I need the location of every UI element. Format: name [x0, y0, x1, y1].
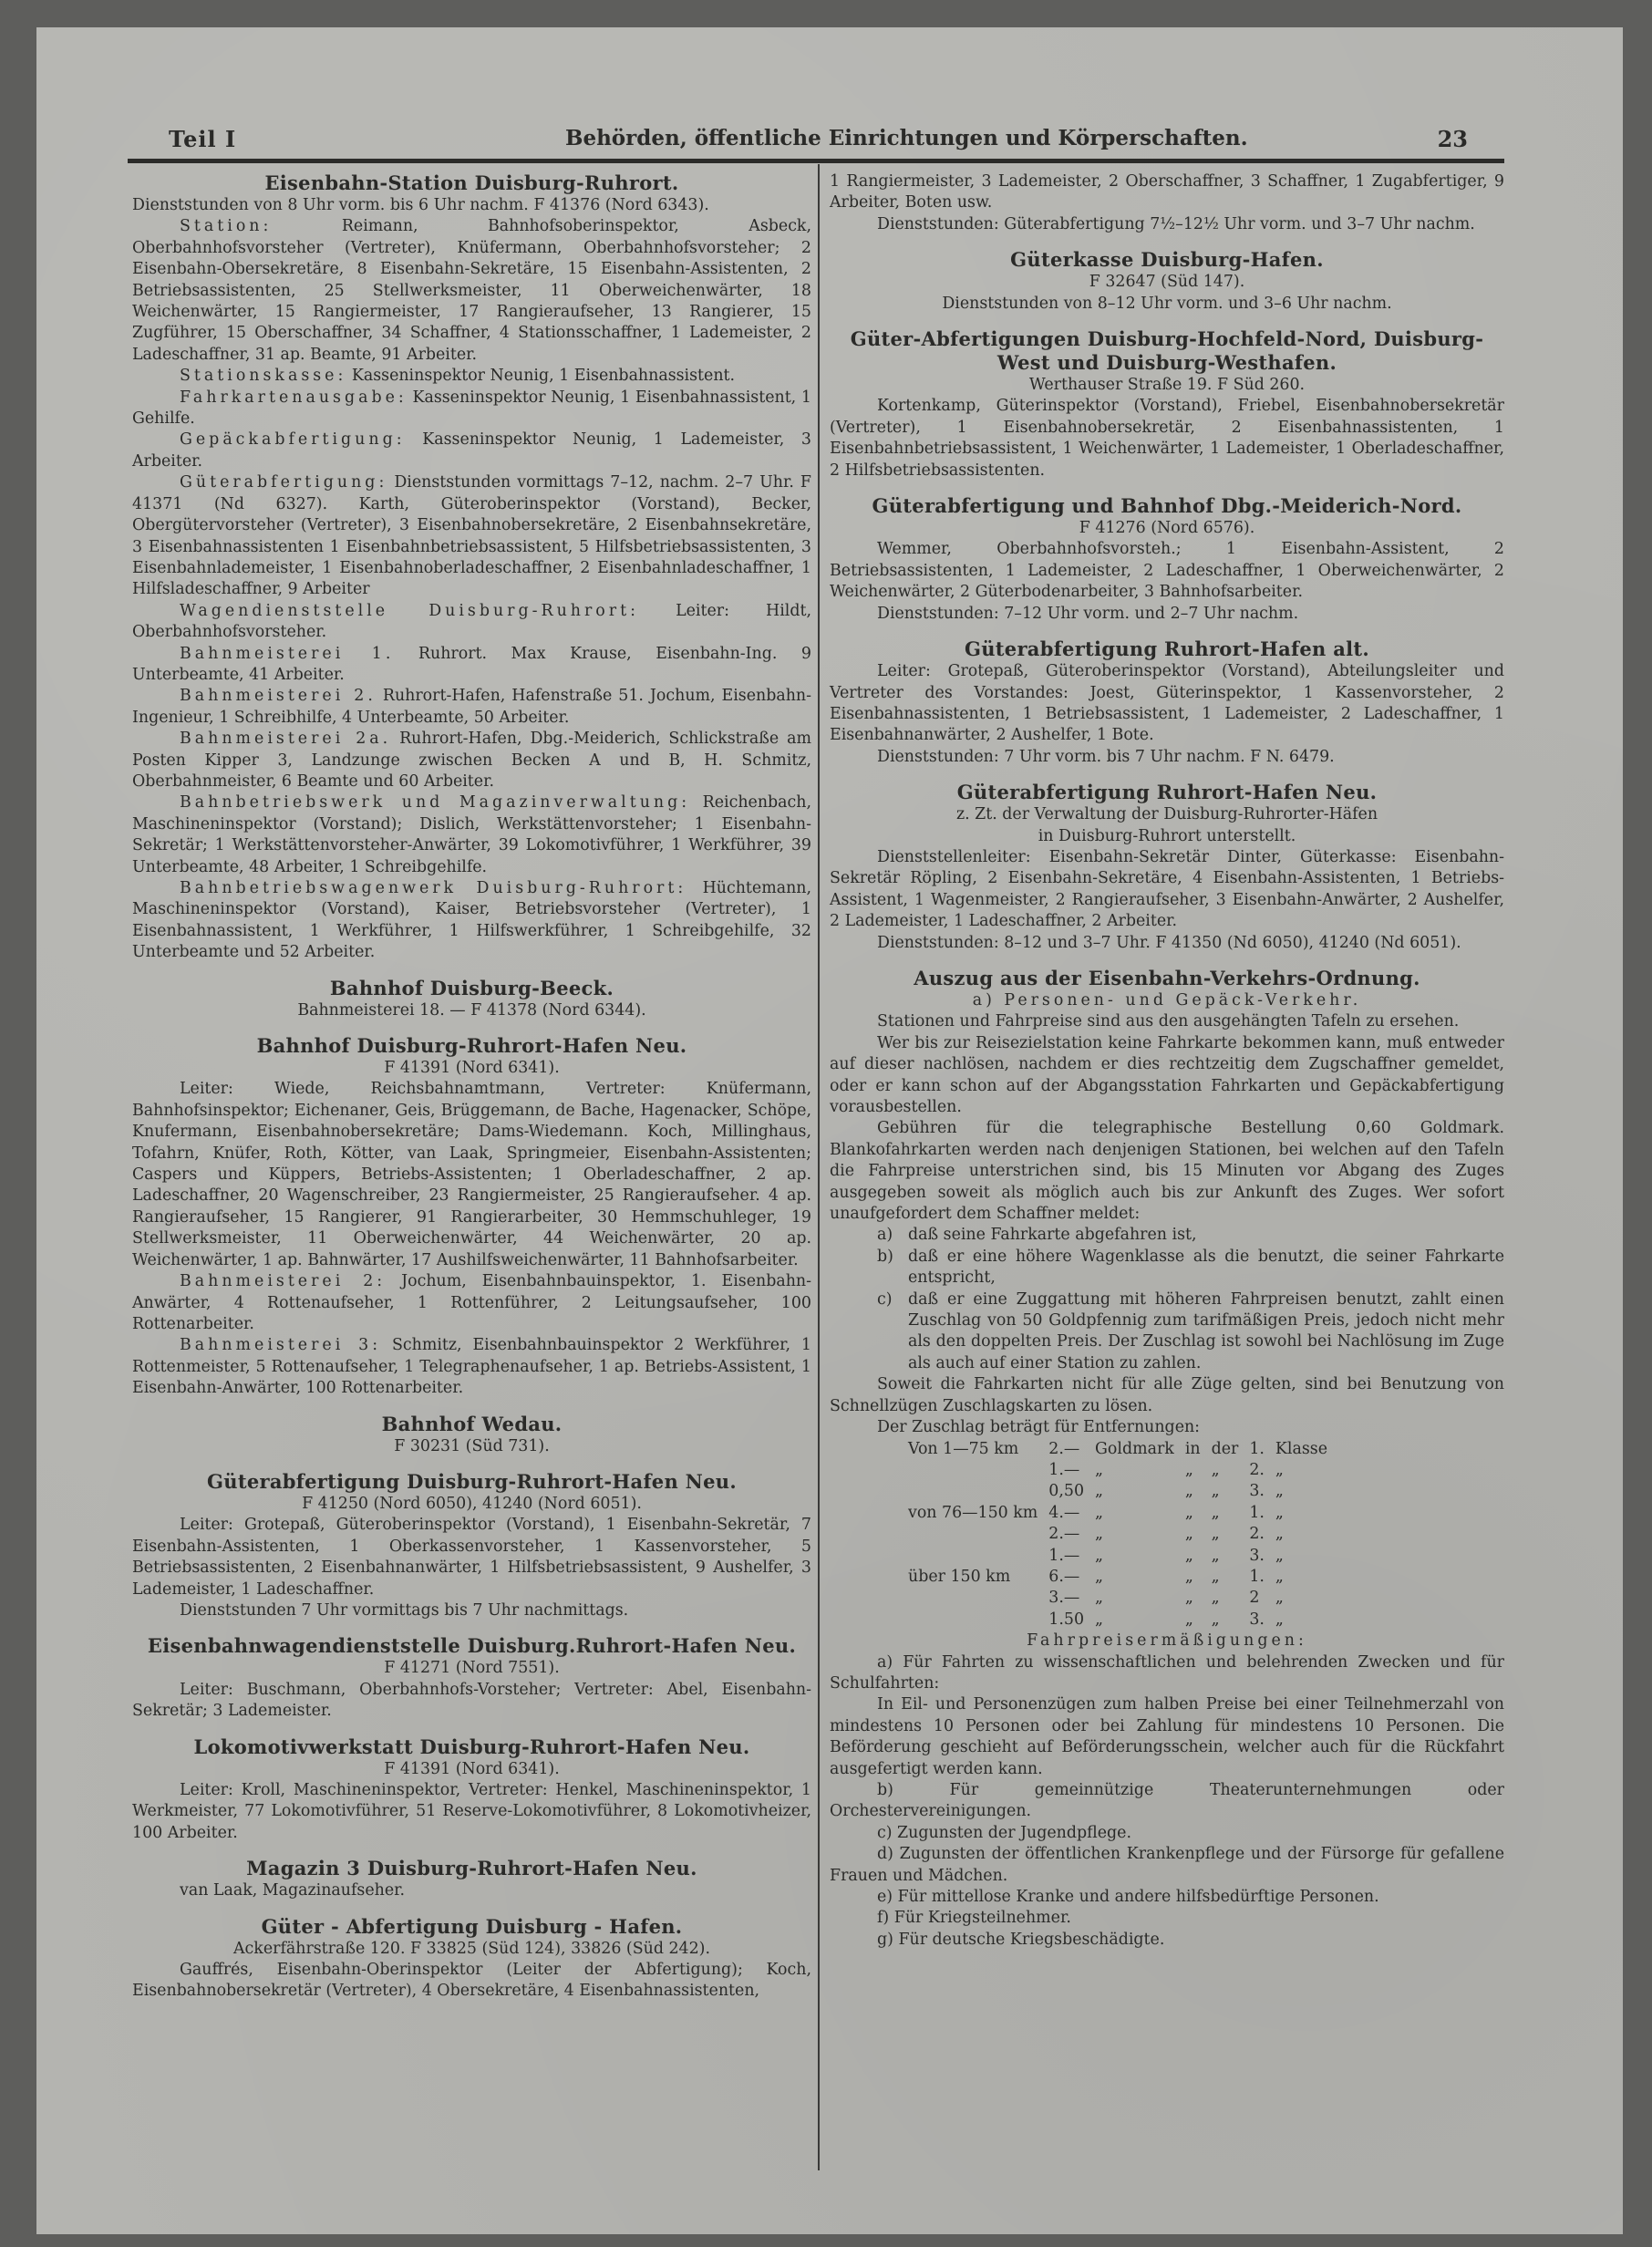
section-heading: Güter - Abfertigung Duisburg - Hafen.: [261, 1914, 683, 1938]
centered-line: F 41250 (Nord 6050), 41240 (Nord 6051).: [302, 1494, 642, 1513]
paragraph-text: Hüchtemann, Maschineninspektor (Vorstand), Kaiser, Betriebsvorsteher (Vertreter), 1 Eisenbahnassistent, 1 Werkführer, 1 Hilfswerkführer, 1 Schreibgehilfe, 32 Unterbeamte und 52 Arbeiter.: [132, 879, 811, 962]
paragraph: [830, 847, 1504, 933]
paragraph-text: Ruhrort-Hafen, Dbg.-Meiderich, Schlickstraße am Posten Kipper 3, Landzunge zwischen Becken A und B, H. Schmitz, Oberbahnmeister, 6 Beamte und 60 Arbeiter.: [132, 730, 811, 791]
surcharge-cell: Von 1—75 km: [908, 1439, 1019, 1458]
section-heading: Magazin 3 Duisburg-Ruhrort-Hafen Neu.: [246, 1857, 697, 1880]
paragraph-text: e) Für mittellose Kranke und andere hilfsbedürftige Personen.: [877, 1888, 1379, 1907]
paragraph-text: Dienststunden: Güterabfertigung 7½–12½ Uhr vorm. und 3–7 Uhr nachm.: [877, 214, 1475, 233]
surcharge-cell: [903, 1524, 1043, 1545]
surcharge-cell: „: [1211, 1610, 1220, 1629]
paragraph-text: van Laak, Magazinaufseher.: [180, 1881, 406, 1900]
surcharge-cell: „: [1184, 1546, 1193, 1565]
list-text: daß seine Fahrkarte abgefahren ist,: [908, 1226, 1197, 1245]
centered-line: Bahnmeisterei 18. — F 41378 (Nord 6344).: [297, 1000, 646, 1020]
surcharge-cell: 3.: [1249, 1610, 1265, 1629]
surcharge-cell: „: [1211, 1525, 1220, 1544]
paragraph-lead: Fahrkartenausgabe:: [180, 388, 408, 407]
surcharge-cell: 1.50: [1048, 1610, 1085, 1629]
surcharge-cell: „: [1211, 1567, 1220, 1586]
surcharge-cell: „: [1275, 1567, 1284, 1586]
paragraph: [132, 1960, 811, 2003]
surcharge-row: [903, 1524, 1333, 1545]
header-title: Behörden, öffentliche Einrichtungen und Körperschaften.: [565, 126, 1248, 150]
surcharge-cell: Goldmark: [1095, 1439, 1174, 1458]
section-heading: Güterabfertigung und Bahnhof Dbg.-Meiderich-Nord.: [872, 494, 1462, 518]
paragraph-text: Reimann, Bahnhofsoberinspektor, Asbeck, Oberbahnhofsvorsteher (Vertreter), Knüfermann, Oberbahnhofsvorsteher; 2 Eisenbahn-Obersekretäre, 8 Eisenbahn-Sekretäre, 15 Eisenbahn-Assistenten, 2 Betriebsassistenten, 25 Stellwerksmeister, 11 Oberweichenwärter, 18 Weichenwärter, 15 Rangiermeister, 17 Rangieraufseher, 13 Rangierer, 15 Zugführer, 15 Oberschaffner, 34 Schaffner, 4 Stationsschaffner, 1 Lademeister, 2 Ladeschaffner, 31 ap. Beamte, 91 Arbeiter.: [132, 217, 811, 364]
surcharge-row: [903, 1439, 1333, 1460]
section-heading: Bahnhof Duisburg-Beeck.: [329, 976, 614, 999]
paragraph-text: b) Für gemeinnützige Theaterunternehmungen oder Orchestervereinigungen.: [830, 1781, 1504, 1821]
surcharge-row: [903, 1460, 1333, 1481]
section-heading: Lokomotivwerkstatt Duisburg-Ruhrort-Hafen Neu.: [193, 1734, 750, 1758]
surcharge-cell: „: [1095, 1503, 1104, 1522]
paragraph-text: Dienststunden: 7–12 Uhr vorm. und 2–7 Uhr nachm.: [877, 604, 1299, 623]
paragraph: [132, 644, 811, 687]
paragraph: [132, 430, 811, 472]
surcharge-cell: 2.—: [1048, 1439, 1080, 1458]
paragraph-lead: Wagendienststelle Duisburg-Ruhrort:: [180, 601, 639, 620]
paragraph: [132, 792, 811, 878]
paragraph: [830, 1908, 1504, 1929]
paragraph-lead: Bahnbetriebswerk und Magazinverwaltung:: [180, 793, 691, 813]
paragraph: [830, 171, 1504, 214]
paragraph: [830, 747, 1504, 768]
list-marker: b): [877, 1247, 893, 1266]
paragraph-text: a) Für Fahrten zu wissenschaftlichen und belehrenden Zwecken und für Schulfahrten:: [830, 1652, 1504, 1693]
paragraph-text: 1 Rangiermeister, 3 Lademeister, 2 Oberschaffner, 3 Schaffner, 1 Zugabfertiger, 9 Arbeiter, Boten usw.: [830, 172, 1504, 212]
paragraph-text: c) Zugunsten der Jugendpflege.: [877, 1823, 1131, 1842]
right-column: [830, 171, 1504, 1951]
paragraph-lead: Güterabfertigung:: [180, 473, 388, 492]
surcharge-cell: 2: [1249, 1589, 1260, 1608]
centered-line: F 30231 (Süd 731).: [394, 1436, 550, 1455]
list-item: [877, 1225, 1504, 1246]
paragraph-text: Der Zuschlag beträgt für Entfernungen:: [877, 1418, 1201, 1437]
paragraph-text: Leiter: Wiede, Reichsbahnamtmann, Vertreter: Knüfermann, Bahnhofsinspektor; Eichenaner, Geis, Brüggemann, de Bache, Hagenacker, Schöpe, Knufermann, Eisenbahnobersekretäre; Dams-Wiedemann. Koch, Millinghaus, Tofahrn, Knüfer, Roth, Kötter, van Laak, Springmeier, Eisenbahn-Assistenten; Caspers und Küppers, Betriebs-Assistenten; 1 Oberladeschaffner, 2 ap. Ladeschaffner, 20 Wagenschreiber, 23 Rangiermeister, 25 Rangieraufseher. 4 ap. Rangieraufseher, 15 Rangierer, 91 Rangierarbeiter, 30 Hemmschuhleger, 19 Stellwerksmeister, 11 Oberweichenwärter, 44 Weichenwärter, 20 ap. Weichenwärter, 1 ap. Bahnwärter, 17 Aushilfsweichenwärter, 11 Bahnhofsarbeiter.: [132, 1080, 811, 1269]
paragraph: [830, 1011, 1504, 1032]
surcharge-cell: „: [1275, 1589, 1284, 1608]
paragraph: [830, 1844, 1504, 1887]
surcharge-cell: 3.: [1249, 1482, 1265, 1501]
paragraph-text: Leiter: Hildt, Oberbahnhofsvorsteher.: [132, 601, 811, 642]
surcharge-cell: „: [1095, 1525, 1104, 1544]
paragraph: [132, 878, 811, 964]
surcharge-cell: von 76—150 km: [908, 1503, 1038, 1522]
centered-line: Dienststunden von 8–12 Uhr vorm. und 3–6 Uhr nachm.: [942, 294, 1392, 313]
paragraph-lead: Station:: [180, 217, 273, 236]
surcharge-cell: „: [1184, 1610, 1193, 1629]
paragraph: [132, 1780, 811, 1844]
section-heading: Bahnhof Duisburg-Ruhrort-Hafen Neu.: [256, 1034, 687, 1058]
paragraph-text: Leiter: Grotepaß, Güteroberinspektor (Vorstand), Abteilungsleiter und Vertreter des Vorstandes: Joest, Güterinspektor, 1 Kassenvorsteher, 2 Eisenbahnassistenten, 1 Betriebsassistent, 1 Lademeister, 2 Ladeschaffner, 1 Eisenbahnanwärter, 2 Aushelfer, 1 Bote.: [830, 662, 1504, 745]
surcharge-cell: 3.—: [1048, 1589, 1080, 1608]
paragraph: [132, 686, 811, 729]
section-heading: Güterkasse Duisburg-Hafen.: [1010, 248, 1324, 272]
surcharge-cell: „: [1095, 1567, 1104, 1586]
centered-line: Ackerfährstraße 120. F 33825 (Süd 124), 33826 (Süd 242).: [233, 1939, 710, 1958]
surcharge-cell: „: [1184, 1525, 1193, 1544]
surcharge-cell: „: [1211, 1503, 1220, 1522]
lettered-list: [830, 1225, 1504, 1374]
paragraph-text: Ruhrort-Hafen, Hafenstraße 51. Jochum, Eisenbahn-Ingenieur, 1 Schreibhilfe, 4 Unterbeamte, 50 Arbeiter.: [132, 687, 811, 727]
surcharge-cell: 0,50: [1048, 1482, 1085, 1501]
paragraph: [830, 1118, 1504, 1225]
surcharge-cell: „: [1095, 1482, 1104, 1501]
paragraph: [830, 1374, 1504, 1417]
section-heading: Auszug aus der Eisenbahn-Verkehrs-Ordnung.: [914, 966, 1420, 989]
surcharge-cell: „: [1211, 1589, 1220, 1608]
paragraph-text: Wemmer, Oberbahnhofsvorsteh.; 1 Eisenbahn-Assistent, 2 Betriebsassistenten, 1 Lademeister, 2 Ladeschaffner, 1 Oberweichenwärter, 2 Weichenwärter, 2 Güterbodenarbeiter, 3 Bahnhofsarbeiter.: [830, 540, 1504, 602]
section-heading: Güterabfertigung Ruhrort-Hafen alt.: [964, 637, 1370, 661]
surcharge-cell: „: [1095, 1460, 1104, 1479]
centered-line: F 41391 (Nord 6341).: [384, 1759, 560, 1778]
section-heading: Güter-Abfertigungen Duisburg-Hochfeld-Nord, Duisburg-West und Duisburg-Westhafen.: [850, 327, 1484, 375]
surcharge-row: [903, 1481, 1333, 1502]
paragraph-text: Wer bis zur Reisezielstation keine Fahrkarte bekommen kann, muß entweder auf dieser nachlösen, nachdem er dies rechtzeitig dem Zugschaffner gemeldet, oder er kann schon auf der Abgangsstation Fahrkarten und Gepäckabfertigung vorausbestellen.: [830, 1033, 1504, 1116]
paragraph: [830, 539, 1504, 603]
centered-line: Werthauser Straße 19. F Süd 260.: [1028, 376, 1306, 395]
surcharge-cell: [903, 1610, 1043, 1631]
surcharge-cell: in: [1184, 1439, 1201, 1458]
paragraph-text: Kasseninspektor Neunig, 1 Eisenbahnassistent.: [346, 367, 736, 386]
paragraph: [132, 388, 811, 430]
paragraph: [132, 729, 811, 792]
paragraph-text: Stationen und Fahrpreise sind aus den ausgehängten Tafeln zu ersehen.: [877, 1012, 1460, 1031]
surcharge-cell: 1.: [1249, 1439, 1265, 1458]
surcharge-cell: 1.: [1249, 1567, 1265, 1586]
paragraph: [132, 601, 811, 644]
list-item: [877, 1289, 1504, 1375]
paragraph-text: Dienststunden von 8 Uhr vorm. bis 6 Uhr nachm. F 41376 (Nord 6343).: [132, 196, 709, 214]
surcharge-cell: 3.: [1249, 1546, 1265, 1565]
paragraph-text: Gauffrés, Eisenbahn-Oberinspektor (Leiter der Abfertigung); Koch, Eisenbahnobersekretär (Vertreter), 4 Obersekretäre, 4 Eisenbahnassistenten,: [132, 1961, 811, 2001]
paragraph: [132, 1335, 811, 1399]
section-label: Teil I: [169, 126, 237, 152]
surcharge-cell: „: [1184, 1482, 1193, 1501]
centered-line: Fahrpreisermäßigungen:: [1027, 1631, 1307, 1651]
paragraph-text: In Eil- und Personenzügen zum halben Preise bei einer Teilnehmerzahl von mindestens 10 Personen oder bei Zahlung für mindestens 10 Personen. Die Beförderung geschieht auf Beförderungsschein, welcher auch für die Rückfahrt ausgefertigt werden kann.: [830, 1695, 1504, 1778]
surcharge-cell: 1.—: [1048, 1546, 1080, 1565]
paragraph: [132, 216, 811, 366]
paragraph: [830, 1823, 1504, 1844]
paragraph: [830, 661, 1504, 747]
paragraph: [830, 1694, 1504, 1780]
document-page: [36, 27, 1623, 2234]
page-number: 23: [1437, 126, 1468, 152]
paragraph-text: Gebühren für die telegraphische Bestellung 0,60 Goldmark. Blankofahrkarten werden nach denjenigen Stationen, bei welchen auf den Tafeln die Fahrpreise unterstrichen sind, bis 15 Minuten vor Abgang des Zuges ausgegeben soweit als möglich auch bis zur Ankunft des Zuges. Wer sofort unaufgefordert dem Schaffner meldet:: [830, 1119, 1504, 1224]
surcharge-cell: 6.—: [1048, 1567, 1080, 1586]
surcharge-row: [903, 1546, 1333, 1567]
section-heading: Güterabfertigung Ruhrort-Hafen Neu.: [956, 781, 1378, 804]
paragraph-text: Dienststellenleiter: Eisenbahn-Sekretär Dinter, Güterkasse: Eisenbahn-Sekretär Röpling, 2 Eisenbahn-Sekretäre, 4 Eisenbahn-Assistenten, 1 Betriebs-Assistent, 1 Wagenmeister, 2 Rangieraufseher, 3 Eisenbahn-Anwärter, 2 Aushelfer, 2 Lademeister, 1 Ladeschaffner, 2 Arbeiter.: [830, 847, 1504, 931]
surcharge-cell: 2.—: [1048, 1525, 1080, 1544]
paragraph: [132, 1079, 811, 1271]
surcharge-cell: [903, 1546, 1043, 1567]
list-item: [877, 1247, 1504, 1289]
paragraph: [132, 366, 811, 387]
centered-line: F 41391 (Nord 6341).: [384, 1059, 560, 1078]
paragraph-lead: Bahnmeisterei 3:: [180, 1336, 382, 1355]
surcharge-cell: 1.—: [1048, 1460, 1080, 1479]
surcharge-cell: 2.: [1249, 1460, 1265, 1479]
surcharge-cell: „: [1275, 1460, 1284, 1479]
paragraph-lead: Gepäckabfertigung:: [180, 430, 406, 450]
paragraph-text: Leiter: Buschmann, Oberbahnhofs-Vorsteher; Vertreter: Abel, Eisenbahn-Sekretär; 3 Lademeister.: [132, 1680, 811, 1721]
surcharge-cell: 1.: [1249, 1503, 1265, 1522]
centered-line: in Duisburg-Ruhrort unterstellt.: [1038, 826, 1296, 845]
surcharge-cell: „: [1184, 1567, 1193, 1586]
surcharge-row: [903, 1610, 1333, 1631]
paragraph-text: Ruhrort. Max Krause, Eisenbahn-Ing. 9 Unterbeamte, 41 Arbeiter.: [132, 644, 811, 684]
surcharge-row: [903, 1588, 1333, 1609]
paragraph: [830, 1930, 1504, 1951]
centered-line: F 41276 (Nord 6576).: [1079, 519, 1255, 538]
centered-line: z. Zt. der Verwaltung der Duisburg-Ruhrorter-Häfen: [955, 805, 1378, 824]
paragraph-text: Kortenkamp, Güterinspektor (Vorstand), Friebel, Eisenbahnobersekretär (Vertreter), 1 Eisenbahnobersekretär, 2 Eisenbahnassistenten, 1 Eisenbahnbetriebsassistent, 1 Weichenwärter, 1 Lademeister, 1 Oberladeschaffner, 2 Hilfsbetriebsassistenten.: [830, 397, 1504, 480]
surcharge-cell: der: [1211, 1439, 1239, 1458]
surcharge-cell: über 150 km: [908, 1567, 1011, 1586]
paragraph-text: Kasseninspektor Neunig, 1 Lademeister, 3 Arbeiter.: [132, 430, 811, 471]
list-text: daß er eine Zuggattung mit höheren Fahrpreisen benutzt, zahlt einen Zuschlag von 50 Goldpfennig zum tarifmäßigen Preis, jedoch nicht mehr als den doppelten Preis. Der Zuschlag ist sowohl bei Nachlösung im Zuge als auch auf einer Station zu zahlen.: [908, 1289, 1504, 1372]
paragraph: [132, 1271, 811, 1335]
paragraph-lead: Bahnmeisterei 2:: [180, 1272, 387, 1291]
surcharge-row: [903, 1567, 1333, 1588]
surcharge-cell: „: [1275, 1610, 1284, 1629]
surcharge-cell: „: [1275, 1503, 1284, 1522]
paragraph: [830, 1652, 1504, 1695]
paragraph: [830, 1780, 1504, 1823]
list-text: daß er eine höhere Wagenklasse als die benutzt, die seiner Fahrkarte entspricht,: [908, 1247, 1504, 1288]
paragraph: [830, 1417, 1504, 1438]
paragraph: [830, 396, 1504, 482]
surcharge-cell: Klasse: [1275, 1439, 1327, 1458]
paragraph-text: Schmitz, Eisenbahnbauinspektor 2 Werkführer, 1 Rottenmeister, 5 Rottenaufseher, 1 Telegraphenaufseher, 1 ap. Betriebs-Assistent, 1 Eisenbahn-Anwärter, 100 Rottenarbeiter.: [132, 1336, 811, 1398]
paragraph-text: Dienststunden vormittags 7–12, nachm. 2–7 Uhr. F 41371 (Nd 6327). Karth, Güteroberinspektor (Vorstand), Becker, Obergütervorsteher (Vertreter), 3 Eisenbahnobersekretäre, 2 Eisenbahnsekretäre, 3 Eisenbahnassistenten 1 Eisenbahnbetriebsassistent, 5 Hilfsbetriebsassistenten, 3 Eisenbahnlademeister, 1 Eisenbahnoberladeschaffner, 2 Eisenbahnladeschaffner, 1 Hilfsladeschaffner, 9 Arbeiter: [132, 473, 811, 599]
running-header: [128, 119, 1504, 163]
paragraph-lead: Bahnmeisterei 2.: [180, 687, 377, 706]
paragraph-lead: Bahnmeisterei 1.: [180, 644, 395, 663]
paragraph-text: f) Für Kriegsteilnehmer.: [877, 1909, 1071, 1928]
surcharge-cell: 4.—: [1048, 1503, 1080, 1522]
paragraph: [830, 1033, 1504, 1119]
paragraph: [132, 1880, 811, 1901]
column-divider: [818, 164, 820, 2170]
surcharge-table: [903, 1439, 1333, 1631]
paragraph-text: d) Zugunsten der öffentlichen Krankenpflege und der Fürsorge für gefallene Frauen und Mädchen.: [830, 1845, 1504, 1885]
surcharge-cell: „: [1184, 1503, 1193, 1522]
paragraph-text: g) Für deutsche Kriegsbeschädigte.: [877, 1930, 1165, 1949]
surcharge-cell: „: [1275, 1546, 1284, 1565]
surcharge-cell: „: [1184, 1460, 1193, 1479]
list-marker: a): [877, 1226, 893, 1245]
surcharge-row: [903, 1503, 1333, 1524]
paragraph-text: Dienststunden: 8–12 und 3–7 Uhr. F 41350 (Nd 6050), 41240 (Nd 6051).: [877, 933, 1461, 952]
centered-line: a) Personen- und Gepäck-Verkehr.: [972, 990, 1362, 1010]
paragraph: [132, 1680, 811, 1723]
surcharge-cell: „: [1095, 1546, 1104, 1565]
surcharge-cell: 2.: [1249, 1525, 1265, 1544]
paragraph-lead: Bahnmeisterei 2a.: [180, 730, 392, 749]
list-marker: c): [877, 1289, 893, 1309]
section-heading: Eisenbahnwagendienststelle Duisburg.Ruhrort-Hafen Neu.: [147, 1634, 797, 1658]
surcharge-cell: [903, 1481, 1043, 1502]
surcharge-cell: [903, 1588, 1043, 1609]
section-heading: Bahnhof Wedau.: [381, 1412, 563, 1435]
left-column: [132, 171, 811, 2003]
surcharge-cell: „: [1211, 1482, 1220, 1501]
surcharge-cell: „: [1184, 1589, 1193, 1608]
centered-line: F 32647 (Süd 147).: [1089, 273, 1245, 292]
paragraph-lead: Stationskasse:: [180, 367, 347, 386]
paragraph-text: Dienststunden 7 Uhr vormittags bis 7 Uhr nachmittags.: [180, 1600, 629, 1620]
paragraph-text: Leiter: Grotepaß, Güteroberinspektor (Vorstand), 1 Eisenbahn-Sekretär, 7 Eisenbahn-Assistenten, 1 Oberkassenvorsteher, 1 Kassenvorsteher, 5 Betriebsassistenten, 2 Eisenbahnanwärter, 1 Hilfsbetriebsassistent, 9 Aushelfer, 3 Lademeister, 1 Ladeschaffner.: [132, 1516, 811, 1599]
paragraph: [132, 472, 811, 600]
surcharge-cell: „: [1275, 1525, 1284, 1544]
paragraph: [830, 933, 1504, 954]
centered-line: F 41271 (Nord 7551).: [384, 1659, 560, 1678]
section-heading: Güterabfertigung Duisburg-Ruhrort-Hafen Neu.: [207, 1469, 737, 1493]
paragraph: [132, 1600, 811, 1621]
surcharge-cell: „: [1095, 1610, 1104, 1629]
paragraph-text: Jochum, Eisenbahnbauinspektor, 1. Eisenbahn-Anwärter, 4 Rottenaufseher, 1 Rottenführer, 2 Leitungsaufseher, 100 Rottenarbeiter.: [132, 1272, 812, 1333]
surcharge-cell: [903, 1460, 1043, 1481]
paragraph-text: Dienststunden: 7 Uhr vorm. bis 7 Uhr nachm. F N. 6479.: [877, 747, 1335, 766]
paragraph-text: Leiter: Kroll, Maschineninspektor, Vertreter: Henkel, Maschineninspektor, 1 Werkmeister, 77 Lokomotivführer, 51 Reserve-Lokomotivführer, 8 Lokomotivheizer, 100 Arbeiter.: [132, 1781, 811, 1842]
surcharge-cell: „: [1095, 1589, 1104, 1608]
surcharge-cell: „: [1275, 1482, 1284, 1501]
paragraph-lead: Bahnbetriebswagenwerk Duisburg-Ruhrort:: [180, 879, 687, 897]
paragraph: [830, 214, 1504, 235]
paragraph: [830, 1887, 1504, 1908]
section-heading: Eisenbahn-Station Duisburg-Ruhrort.: [264, 171, 679, 194]
paragraph-text: Soweit die Fahrkarten nicht für alle Züge gelten, sind bei Benutzung von Schnellzügen Zuschlagskarten zu lösen.: [830, 1375, 1504, 1415]
paragraph: [132, 1515, 811, 1600]
surcharge-cell: „: [1211, 1546, 1220, 1565]
paragraph-text: Kasseninspektor Neunig, 1 Eisenbahnassistent, 1 Gehilfe.: [132, 388, 811, 429]
paragraph: [132, 195, 811, 216]
surcharge-cell: „: [1211, 1460, 1220, 1479]
paragraph: [830, 604, 1504, 625]
paragraph-text: Reichenbach, Maschineninspektor (Vorstand); Dislich, Werkstättenvorsteher; 1 Eisenbahn-Sekretär; 1 Werkstättenvorsteher-Anwärter, 39 Lokomotivführer, 1 Werkführer, 39 Unterbeamte, 48 Arbeiter, 1 Schreibgehilfe.: [132, 793, 811, 876]
